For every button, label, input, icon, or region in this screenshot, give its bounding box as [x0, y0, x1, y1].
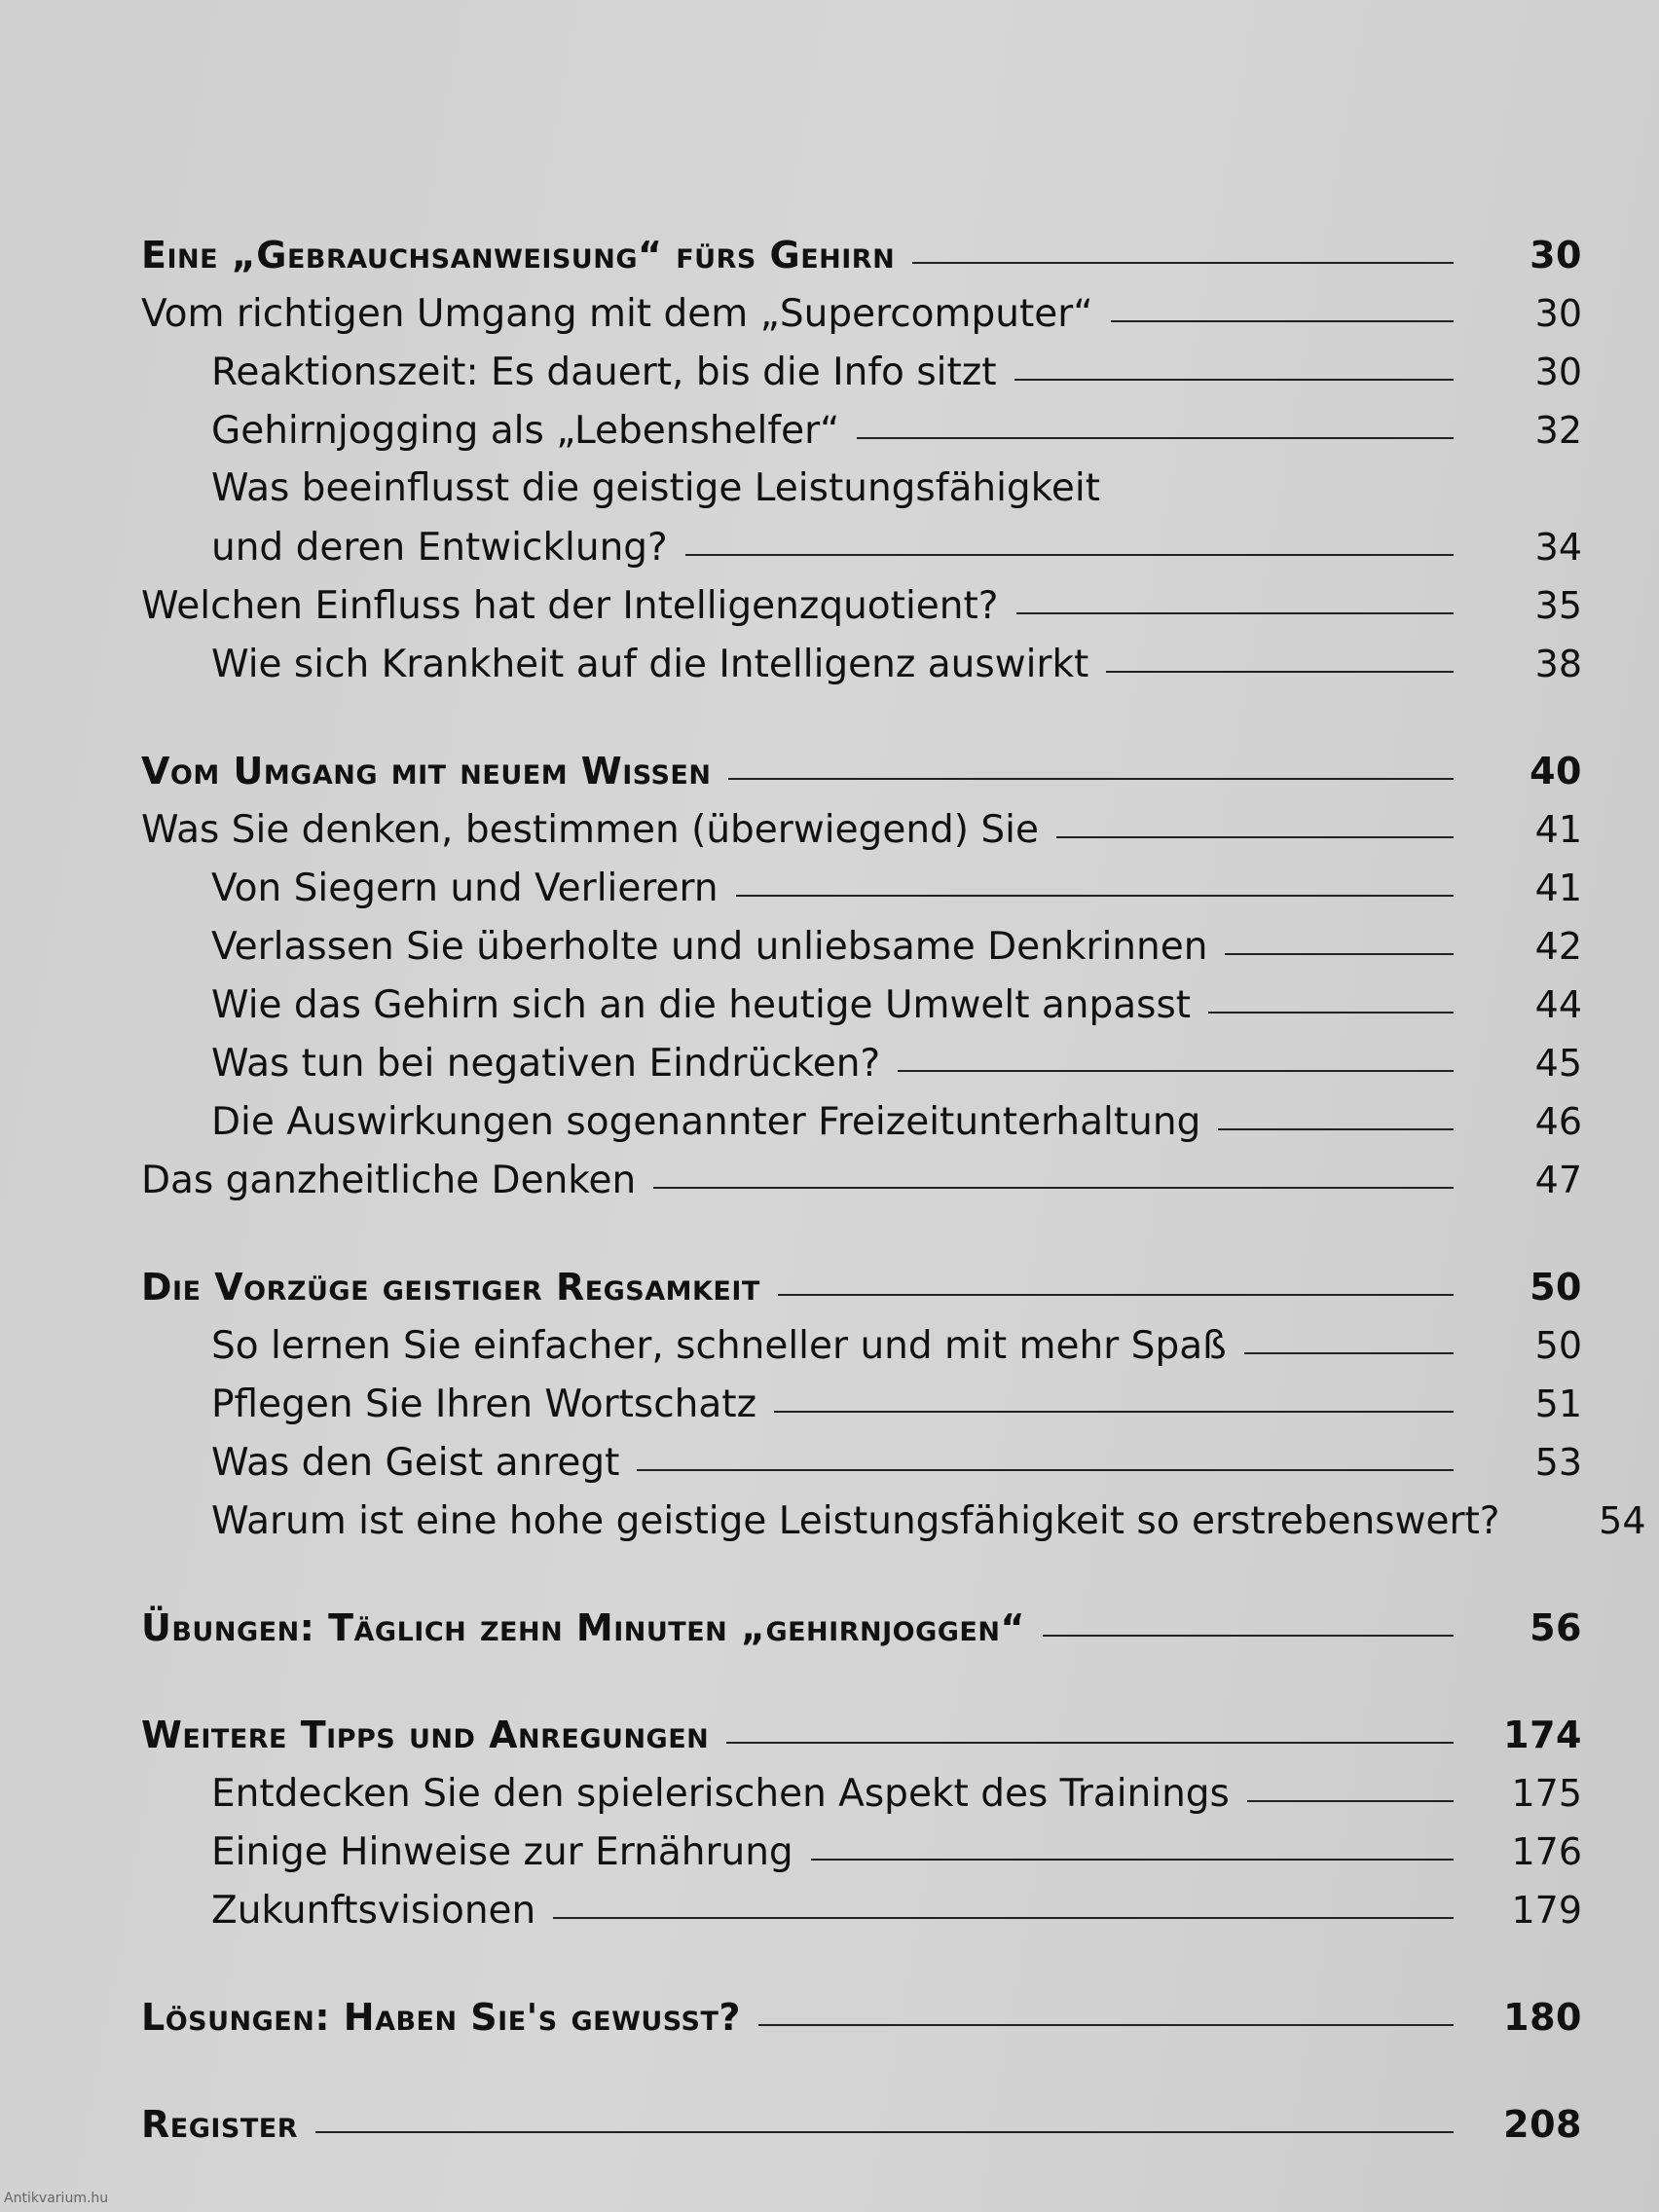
- page-number: 46: [1534, 1100, 1582, 1143]
- page-number: 176: [1511, 1830, 1582, 1873]
- table-of-contents: [141, 226, 1646, 2202]
- leader-line: [811, 1859, 1454, 1861]
- toc-entry: [141, 1092, 1582, 1151]
- toc-entry-title: Was beeinflusst die geistige Leistungsfähigkeit: [211, 466, 1100, 510]
- toc-entry-line: [141, 460, 1582, 518]
- toc-entry-title: Register: [141, 2103, 299, 2146]
- toc-chapter-heading: [141, 1988, 1582, 2046]
- toc-entry-title: Vom Umgang mit neuem Wissen: [141, 750, 712, 793]
- toc-chapter-heading: [141, 1258, 1582, 1316]
- toc-entry-title: Warum ist eine hohe geistige Leistungsfähigkeit so erstrebenswert?: [211, 1499, 1500, 1543]
- toc-entry: [141, 576, 1582, 635]
- leader-line: [1014, 379, 1454, 381]
- leader-line: [1208, 1012, 1454, 1014]
- toc-entry-title: Weitere Tipps und Anregungen: [141, 1714, 710, 1756]
- leader-line: [1056, 836, 1454, 838]
- toc-entry-title: So lernen Sie einfacher, schneller und mit mehr Spaß: [211, 1324, 1227, 1368]
- toc-entry: [141, 859, 1582, 917]
- page-number: 41: [1534, 866, 1582, 909]
- toc-entry: [141, 1823, 1582, 1881]
- toc-entry-title: Vom richtigen Umgang mit dem „Supercomputer“: [141, 292, 1093, 336]
- leader-line: [1106, 671, 1454, 673]
- leader-line: [736, 895, 1454, 897]
- toc-entry-title: Einige Hinweise zur Ernährung: [211, 1830, 793, 1874]
- page-number: 50: [1534, 1324, 1582, 1367]
- leader-line: [637, 1469, 1454, 1471]
- page-number: 45: [1534, 1042, 1582, 1085]
- leader-line: [898, 1070, 1454, 1072]
- toc-section: [141, 742, 1582, 1209]
- leader-line: [1043, 1635, 1454, 1637]
- toc-entry-title: Eine „Gebrauchsanweisung“ fürs Gehirn: [141, 234, 896, 276]
- toc-entry-title: Entdecken Sie den spielerischen Aspekt des Trainings: [211, 1772, 1230, 1816]
- page-number: 53: [1534, 1441, 1582, 1484]
- toc-entry-title: Lösungen: Haben Sie's gewusst?: [141, 1996, 741, 2039]
- toc-entry-title: und deren Entwicklung?: [211, 526, 668, 570]
- toc-section: [141, 1258, 1646, 1550]
- toc-entry-title: Von Siegern und Verlierern: [211, 866, 719, 910]
- watermark: Antikvarium.hu: [4, 2191, 109, 2206]
- toc-chapter-heading: [141, 226, 1582, 284]
- toc-entry: [141, 917, 1582, 976]
- leader-line: [1016, 612, 1455, 614]
- leader-line: [653, 1187, 1454, 1189]
- leader-line: [1225, 953, 1454, 955]
- page-number: 41: [1534, 808, 1582, 851]
- page-number: 47: [1534, 1159, 1582, 1201]
- leader-line: [315, 2131, 1454, 2133]
- toc-entry-title: Gehirnjogging als „Lebenshelfer“: [211, 409, 840, 453]
- toc-entry: [141, 518, 1582, 576]
- toc-entry: [141, 1433, 1582, 1492]
- toc-entry-title: Das ganzheitliche Denken: [141, 1159, 637, 1202]
- page-number: 54: [1599, 1499, 1646, 1542]
- toc-entry: [141, 1034, 1582, 1092]
- leader-line: [1244, 1352, 1454, 1354]
- toc-entry: [141, 1764, 1582, 1823]
- toc-entry-title: Zukunftsvisionen: [211, 1889, 536, 1933]
- toc-entry-title: Übungen: Täglich zehn Minuten „gehirnjoggen“: [141, 1606, 1025, 1649]
- leader-line: [774, 1411, 1454, 1413]
- page-number: 42: [1534, 925, 1582, 968]
- leader-line: [553, 1917, 1454, 1919]
- toc-entry-title: Pflegen Sie Ihren Wortschatz: [211, 1382, 757, 1426]
- toc-entry-title: Verlassen Sie überholte und unliebsame Denkrinnen: [211, 925, 1208, 969]
- toc-entry-title: Die Auswirkungen sogenannter Freizeitunterhaltung: [211, 1100, 1201, 1144]
- toc-chapter-heading: [141, 742, 1582, 800]
- page-number: 30: [1534, 292, 1582, 335]
- page-number: 51: [1534, 1382, 1582, 1425]
- toc-entry: [141, 401, 1582, 460]
- toc-entry-title: Wie das Gehirn sich an die heutige Umwelt anpasst: [211, 983, 1192, 1027]
- leader-line: [726, 1742, 1454, 1744]
- page-number: 38: [1534, 643, 1582, 685]
- toc-entry: [141, 800, 1582, 859]
- page-number: 208: [1503, 2103, 1582, 2146]
- toc-entry: [141, 343, 1582, 401]
- toc-entry: [141, 284, 1582, 343]
- page-number: 180: [1503, 1996, 1582, 2039]
- page-number: 174: [1503, 1714, 1582, 1756]
- toc-chapter-heading: [141, 1599, 1582, 1657]
- page-number: 35: [1534, 584, 1582, 627]
- page-number: 34: [1534, 526, 1582, 569]
- page-number: 56: [1530, 1606, 1582, 1649]
- toc-entry-title: Was tun bei negativen Eindrücken?: [211, 1042, 881, 1086]
- page-number: 32: [1534, 409, 1582, 452]
- page-number: 179: [1511, 1889, 1582, 1932]
- leader-line: [778, 1294, 1454, 1296]
- page-number: 30: [1534, 350, 1582, 393]
- toc-entry: [141, 1375, 1582, 1433]
- page-number: 50: [1530, 1266, 1582, 1309]
- toc-entry: [141, 1881, 1582, 1939]
- toc-chapter-heading: [141, 1706, 1582, 1764]
- page-number: 40: [1530, 750, 1582, 793]
- page-number: 175: [1511, 1772, 1582, 1815]
- toc-section: [141, 1988, 1582, 2046]
- toc-section: [141, 1706, 1582, 1939]
- toc-entry: [141, 635, 1582, 693]
- leader-line: [912, 262, 1454, 264]
- toc-section: [141, 2095, 1582, 2154]
- toc-entry-title: Reaktionszeit: Es dauert, bis die Info sitzt: [211, 350, 997, 394]
- toc-entry-title: Wie sich Krankheit auf die Intelligenz auswirkt: [211, 643, 1089, 686]
- leader-line: [1247, 1800, 1454, 1802]
- toc-entry: [141, 1492, 1646, 1550]
- toc-entry: [141, 976, 1582, 1034]
- toc-entry-title: Was den Geist anregt: [211, 1441, 620, 1485]
- leader-line: [758, 2024, 1454, 2026]
- leader-line: [685, 554, 1454, 556]
- toc-section: [141, 226, 1582, 693]
- toc-entry-title: Welchen Einfluss hat der Intelligenzquotient?: [141, 584, 999, 628]
- leader-line: [857, 437, 1454, 439]
- toc-entry-title: Die Vorzüge geistiger Regsamkeit: [141, 1266, 760, 1309]
- page-number: 44: [1534, 983, 1582, 1026]
- toc-chapter-heading: [141, 2095, 1582, 2154]
- toc-section: [141, 1599, 1582, 1657]
- leader-line: [728, 778, 1454, 780]
- page-number: 30: [1530, 234, 1582, 276]
- toc-entry: [141, 1151, 1582, 1209]
- leader-line: [1111, 320, 1454, 322]
- toc-entry: [141, 1316, 1582, 1375]
- toc-entry-title: Was Sie denken, bestimmen (überwiegend) Sie: [141, 808, 1039, 852]
- leader-line: [1218, 1128, 1454, 1130]
